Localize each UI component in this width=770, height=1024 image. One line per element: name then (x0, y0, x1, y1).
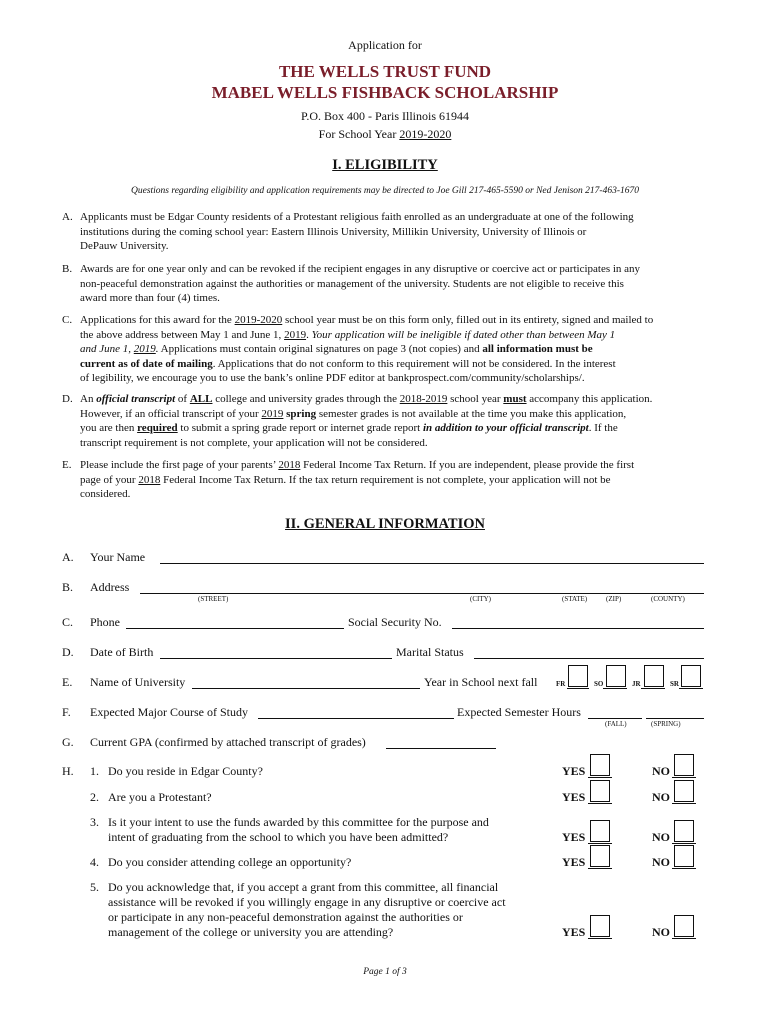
q1-no-checkbox[interactable] (674, 754, 694, 776)
q4-yes-underline (588, 868, 612, 869)
state-caption: (STATE) (562, 595, 588, 603)
label-f: F. (62, 705, 71, 719)
q1-number: 1. (90, 764, 99, 778)
jr-underline (641, 688, 665, 689)
q2-text: Are you a Protestant? (108, 790, 212, 804)
address-input[interactable] (140, 593, 704, 594)
marital-status-input[interactable] (474, 658, 704, 659)
q5-number: 5. (90, 880, 99, 894)
q4-number: 4. (90, 855, 99, 869)
q2-yes-checkbox[interactable] (590, 780, 610, 802)
school-year: For School Year 2019-2020 (318, 127, 452, 141)
ssn-label: Social Security No. (348, 615, 442, 629)
fall-caption: (FALL) (605, 720, 627, 728)
so-underline (603, 688, 627, 689)
ssn-input[interactable] (452, 628, 704, 629)
mailing-address: P.O. Box 400 - Paris Illinois 61944 (300, 109, 469, 123)
jr-checkbox[interactable] (644, 665, 664, 687)
fall-hours-input[interactable] (588, 718, 642, 719)
q2-yes-label: YES (562, 790, 586, 804)
label-d: D. (62, 645, 74, 659)
so-checkbox[interactable] (606, 665, 626, 687)
q3-yes-label: YES (562, 830, 586, 844)
label-h: H. (62, 764, 74, 778)
q5-no-checkbox[interactable] (674, 915, 694, 937)
label-b: B. (62, 580, 74, 594)
eligibility-contact-note: Questions regarding eligibility and application requirements may be directed to Joe Gill 217-465-5590 or Ned Jenison 217-463-1670 (131, 186, 639, 196)
q3-number: 3. (90, 815, 99, 829)
label-c: C. (62, 615, 74, 629)
q3-text: Is it your intent to use the funds awarded by this committee for the purpose and intent of graduating from the school to which you have been admitted? (108, 815, 489, 844)
year-in-school-label: Year in School next fall (424, 675, 538, 689)
label-e: E. (62, 675, 73, 689)
q2-no-checkbox[interactable] (674, 780, 694, 802)
q2-no-underline (672, 803, 696, 804)
q1-text: Do you reside in Edgar County? (108, 764, 263, 778)
fr-checkbox[interactable] (568, 665, 588, 687)
q1-yes-underline (588, 777, 612, 778)
eligibility-item-a: A. Applicants must be Edgar County residents of a Protestant religious faith enrolled as an undergraduate at one of the following institutions during the coming school year: Eastern Illinois University, Millikin University, University of Illinois or DePauw University. (62, 211, 634, 253)
eligibility-item-e: E. Please include the first page of your parents’ 2018 Federal Income Tax Return. If you are independent, please provide the first page of your 2018 Federal Income Tax Return. If the tax return requirement is not complete, your application will not be considered. (62, 459, 635, 501)
name-label: Your Name (90, 550, 146, 564)
q1-yes-checkbox[interactable] (590, 754, 610, 776)
q5-yes-checkbox[interactable] (590, 915, 610, 937)
name-input[interactable] (160, 563, 704, 564)
q1-yes-label: YES (562, 764, 586, 778)
spring-caption: (SPRING) (651, 720, 681, 728)
q4-no-label: NO (652, 855, 670, 869)
major-input[interactable] (258, 718, 454, 719)
spring-hours-input[interactable] (646, 718, 704, 719)
gpa-input[interactable] (386, 748, 496, 749)
sr-underline (679, 688, 703, 689)
dob-label: Date of Birth (90, 645, 154, 659)
q3-no-checkbox[interactable] (674, 820, 694, 842)
q3-yes-underline (588, 843, 612, 844)
label-a: A. (62, 550, 74, 564)
q2-number: 2. (90, 790, 99, 804)
eligibility-item-b: B. Awards are for one year only and can be revoked if the recipient engages in any disruptive or coercive act or participates in any non-peaceful demonstration against the authorities or management of the university. Students are not eligible to receive this award more than four (4) times. (62, 263, 641, 305)
form-title-fund: THE WELLS TRUST FUND (278, 62, 492, 81)
q5-yes-underline (588, 938, 612, 939)
address-label: Address (90, 580, 130, 594)
phone-input[interactable] (126, 628, 344, 629)
county-caption: (COUNTY) (651, 595, 685, 603)
phone-label: Phone (90, 615, 120, 629)
q3-no-label: NO (652, 830, 670, 844)
university-input[interactable] (192, 688, 420, 689)
fr-label: FR (556, 680, 566, 688)
section-eligibility-heading: I. ELIGIBILITY (332, 157, 438, 173)
street-caption: (STREET) (198, 595, 229, 603)
sr-label: SR (670, 680, 679, 688)
q4-yes-label: YES (562, 855, 586, 869)
q5-yes-label: YES (562, 925, 586, 939)
q3-no-underline (672, 843, 696, 844)
application-for-label: Application for (348, 38, 422, 52)
q5-text: Do you acknowledge that, if you accept a grant from this committee, all financial assistance will be revoked if you willingly engage in any disruptive or coercive act or participate in any non-peaceful demonstration against the authorities or management of the college or university you are attending? (108, 880, 506, 939)
q4-yes-checkbox[interactable] (590, 845, 610, 867)
dob-input[interactable] (160, 658, 392, 659)
marital-status-label: Marital Status (396, 645, 464, 659)
sr-checkbox[interactable] (681, 665, 701, 687)
eligibility-item-d: D. An official transcript of ALL college and university grades through the 2018-2019 school year must accompany this application. However, if an official transcript of your 2019 spring semester grades is not available at the time you make this application, you are then required to submit a spring grade report or internet grade report in addition to your official transcript. If the transcript requirement is not complete, your application will not be considered. (62, 393, 653, 449)
zip-caption: (ZIP) (606, 595, 622, 603)
gpa-label: Current GPA (confirmed by attached transcript of grades) (90, 735, 366, 749)
q5-no-underline (672, 938, 696, 939)
eligibility-item-c: C. Applications for this award for the 2019-2020 school year must be on this form only, filled out in its entirety, signed and mailed to the above address between May 1 and June 1, 2019. Your application will be ineligible if dated other than between May 1 and June 1, 2019. Applications must contain original signatures on page 3 (not copies) and all information must be current as of date of mailing. Applications that do not conform to this requirement will not be considered. In the interest of legibility, we encourage you to use the bank’s online PDF editor at bankprospect.com/community/scholarships/. (62, 314, 654, 385)
university-label: Name of University (90, 675, 186, 689)
jr-label: JR (632, 680, 641, 688)
q2-yes-underline (588, 803, 612, 804)
q1-no-label: NO (652, 764, 670, 778)
label-g: G. (62, 735, 74, 749)
q4-no-underline (672, 868, 696, 869)
city-caption: (CITY) (470, 595, 491, 603)
form-title-scholarship: MABEL WELLS FISHBACK SCHOLARSHIP (211, 83, 559, 102)
semester-hours-label: Expected Semester Hours (457, 705, 581, 719)
section-general-info-heading: II. GENERAL INFORMATION (285, 516, 485, 532)
q4-text: Do you consider attending college an opportunity? (108, 855, 352, 869)
q2-no-label: NO (652, 790, 670, 804)
q4-no-checkbox[interactable] (674, 845, 694, 867)
so-label: SO (594, 680, 604, 688)
fr-underline (567, 688, 589, 689)
major-label: Expected Major Course of Study (90, 705, 248, 719)
page-number: Page 1 of 3 (363, 967, 407, 977)
q1-no-underline (672, 777, 696, 778)
q5-no-label: NO (652, 925, 670, 939)
q3-yes-checkbox[interactable] (590, 820, 610, 842)
